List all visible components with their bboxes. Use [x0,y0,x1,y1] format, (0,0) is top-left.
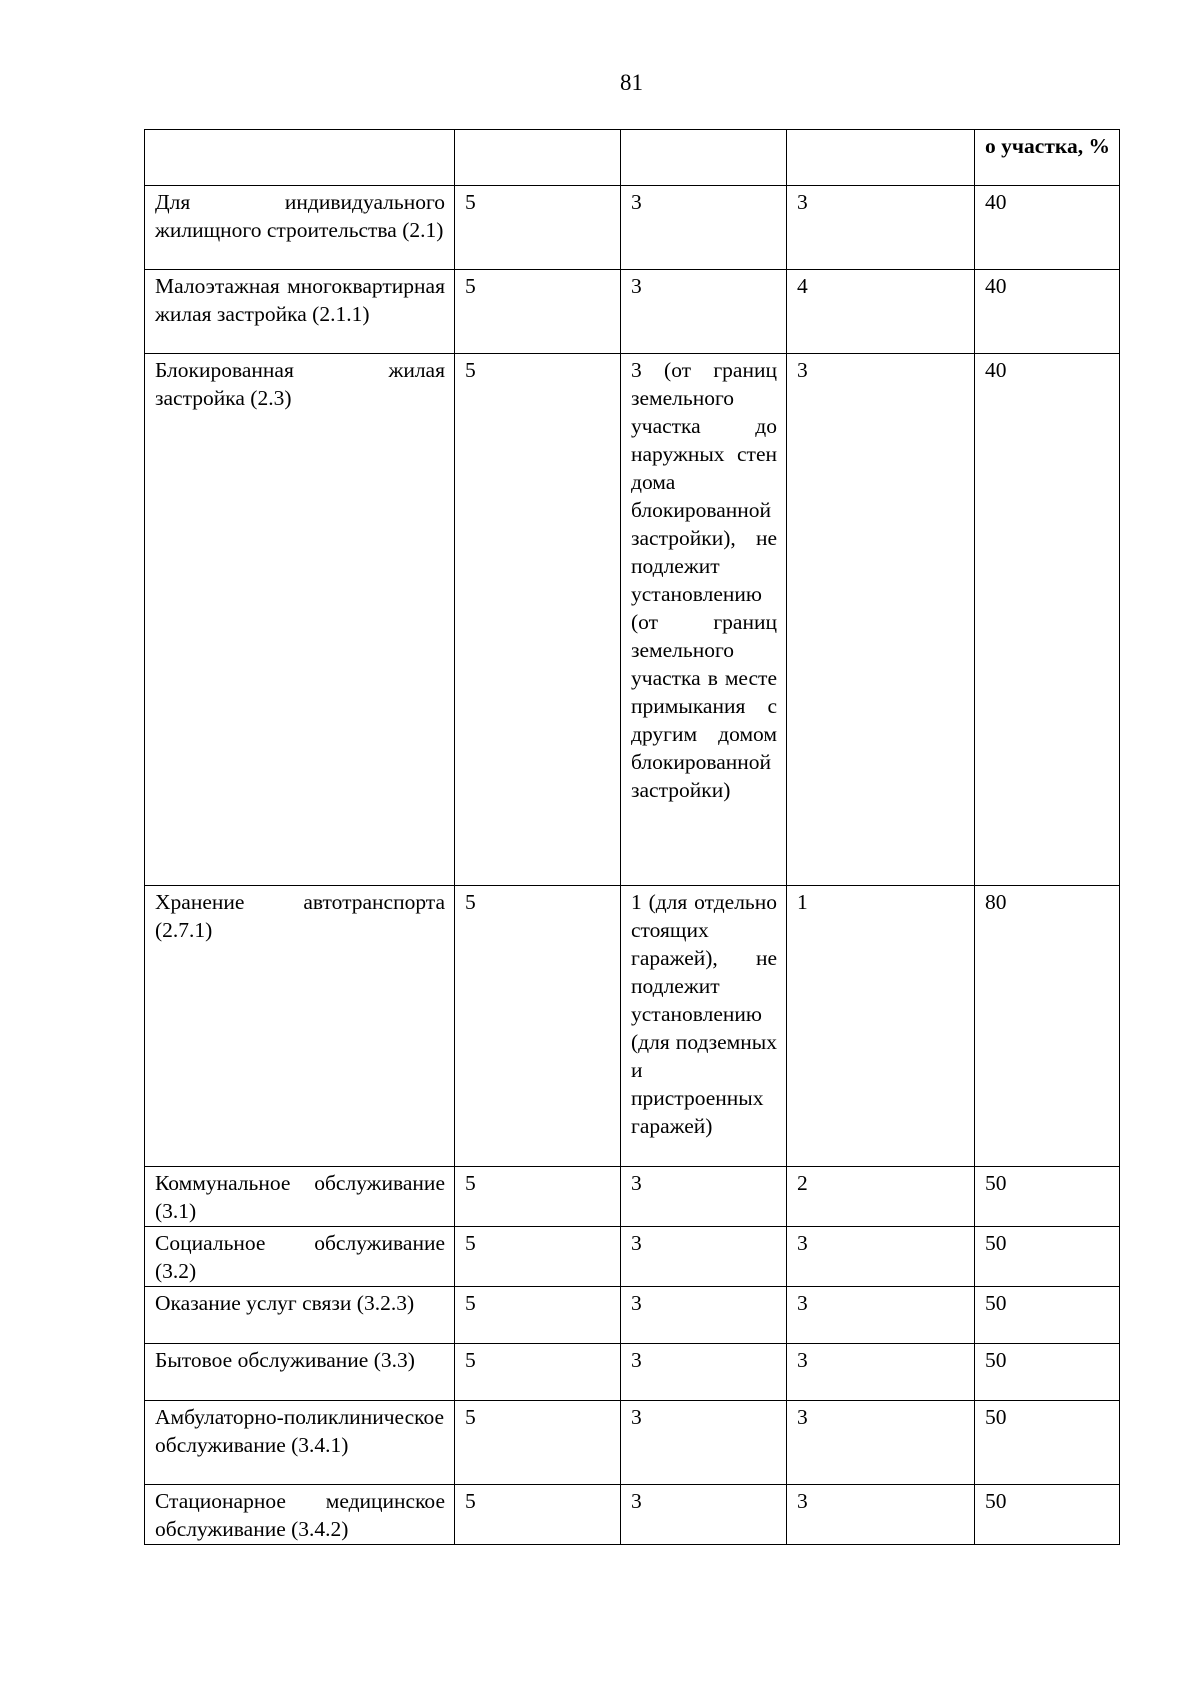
value-cell: 5 [455,1344,621,1401]
value-cell: 5 [455,1485,621,1545]
value-cell: 1 [787,886,975,1167]
value-cell: 3 [787,1344,975,1401]
value-cell: 3 [621,1287,787,1344]
value-cell: 3 [787,1401,975,1485]
table-row [145,1227,1120,1287]
table-row [145,354,1120,886]
value-cell: 1 (для отдельно стоящих гаражей), не подлежит установлению (для подземных и пристроенных гаражей) [621,886,787,1167]
value-cell: 3 [621,1401,787,1485]
value-cell: 40 [975,186,1120,270]
land-use-type: Оказание услуг связи (3.2.3) [145,1287,455,1344]
value-cell: 5 [455,186,621,270]
value-cell: 50 [975,1401,1120,1485]
value-cell: 3 [621,1344,787,1401]
land-use-type: Малоэтажная многоквартирная жилая застройка (2.1.1) [145,270,455,354]
land-use-type: Для индивидуального жилищного строительства (2.1) [145,186,455,270]
land-use-type: Амбулаторно-поликлиническое обслуживание (3.4.1) [145,1401,455,1485]
header-cell-3 [621,130,787,186]
value-cell: 3 [621,1227,787,1287]
value-cell: 50 [975,1344,1120,1401]
value-cell: 3 [621,1485,787,1545]
value-cell: 3 [787,1287,975,1344]
table-row [145,1167,1120,1227]
land-use-type: Стационарное медицинское обслуживание (3.4.2) [145,1485,455,1545]
land-use-type: Блокированная жилая застройка (2.3) [145,354,455,886]
table-row [145,1401,1120,1485]
header-cell-4 [787,130,975,186]
value-cell: 3 [787,1227,975,1287]
table-row [145,886,1120,1167]
value-cell: 3 [621,186,787,270]
land-use-type: Хранение автотранспорта (2.7.1) [145,886,455,1167]
value-cell: 2 [787,1167,975,1227]
value-cell: 5 [455,1167,621,1227]
value-cell: 5 [455,1227,621,1287]
value-cell: 3 [787,186,975,270]
table-header-row [145,130,1120,186]
value-cell: 5 [455,1401,621,1485]
value-cell: 40 [975,354,1120,886]
table-row [145,186,1120,270]
value-cell: 4 [787,270,975,354]
value-cell: 40 [975,270,1120,354]
value-cell: 3 (от границ земельного участка до наружных стен дома блокированной застройки), не подлежит установлению (от границ земельного участка в месте примыкания с другим домом блокированной застройки) [621,354,787,886]
header-cell-lot-percent: о участка, % [975,130,1120,186]
value-cell: 3 [621,1167,787,1227]
land-use-type: Бытовое обслуживание (3.3) [145,1344,455,1401]
value-cell: 3 [621,270,787,354]
table-row [145,1344,1120,1401]
value-cell: 3 [787,354,975,886]
value-cell: 50 [975,1167,1120,1227]
value-cell: 50 [975,1287,1120,1344]
table-row [145,1485,1120,1545]
table-row [145,270,1120,354]
header-cell-1 [145,130,455,186]
value-cell: 80 [975,886,1120,1167]
table-row [145,1287,1120,1344]
value-cell: 5 [455,886,621,1167]
land-use-type: Социальное обслуживание (3.2) [145,1227,455,1287]
value-cell: 5 [455,1287,621,1344]
zoning-parameters-table [144,129,1120,1545]
value-cell: 50 [975,1227,1120,1287]
value-cell: 5 [455,354,621,886]
land-use-type: Коммунальное обслуживание (3.1) [145,1167,455,1227]
value-cell: 3 [787,1485,975,1545]
value-cell: 5 [455,270,621,354]
value-cell: 50 [975,1485,1120,1545]
header-cell-2 [455,130,621,186]
page-number: 81 [620,70,643,95]
